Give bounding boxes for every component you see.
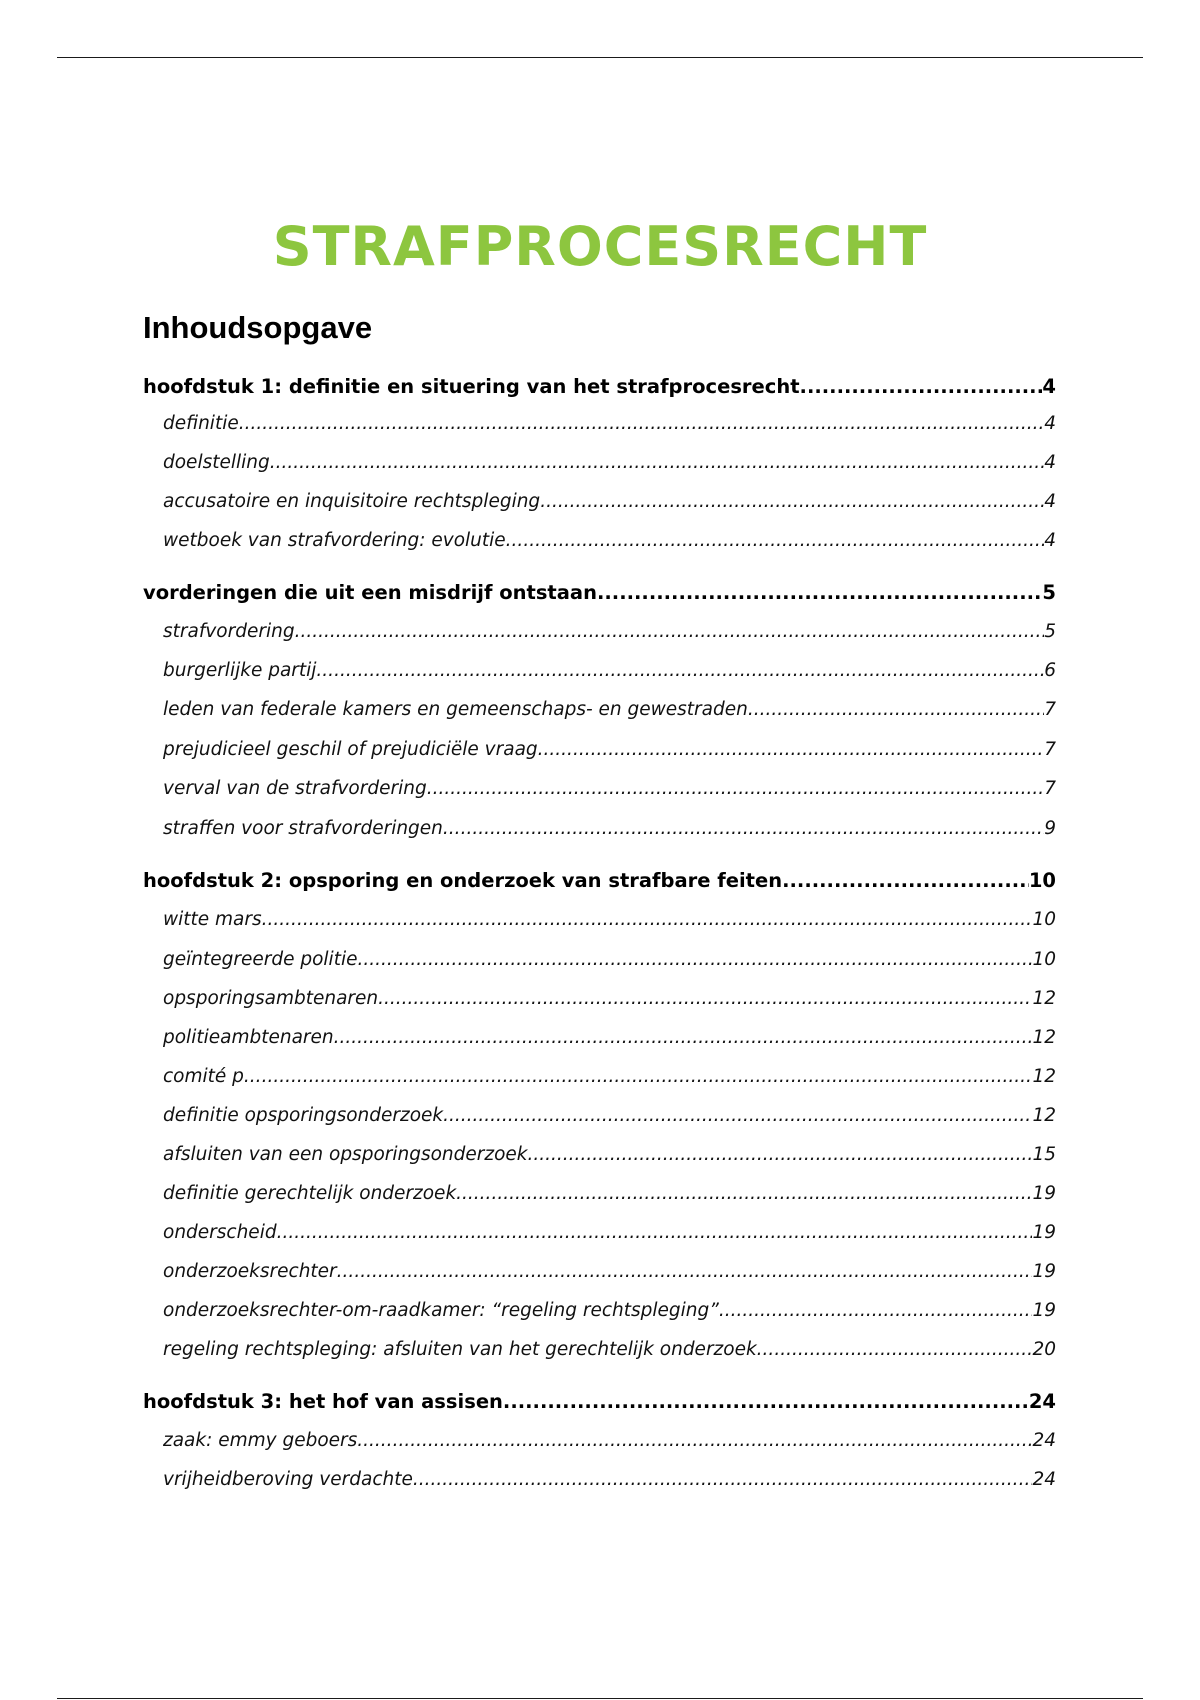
toc-entry-title: zaak: emmy geboers <box>163 1430 358 1451</box>
toc-section-entry[interactable] <box>163 695 1056 725</box>
toc-leader-dots <box>337 1257 1033 1287</box>
toc-chapter-entry[interactable] <box>143 1387 1056 1417</box>
toc-section-entry[interactable] <box>163 1426 1056 1456</box>
toc-page-number: 10 <box>1032 909 1056 930</box>
toc-leader-dots <box>262 905 1033 935</box>
toc-entry-title: verval van de strafvordering <box>163 778 427 799</box>
toc-section-entry[interactable] <box>163 1218 1056 1248</box>
toc-page-number: 19 <box>1032 1222 1056 1243</box>
toc-entry-title: wetboek van strafvordering: evolutie <box>163 530 506 551</box>
toc-section-entry[interactable] <box>163 1062 1056 1092</box>
toc-section-entry[interactable] <box>163 774 1056 804</box>
toc-section-entry[interactable] <box>163 656 1056 686</box>
toc-entry-title: definitie <box>163 413 239 434</box>
toc-page-number: 4 <box>1042 375 1056 398</box>
toc-entry-title: vrijheidberoving verdachte <box>163 1469 413 1490</box>
toc-page-number: 9 <box>1044 818 1056 839</box>
toc-section-entry[interactable] <box>163 905 1056 935</box>
toc-chapter-entry[interactable] <box>143 372 1056 402</box>
toc-leader-dots <box>719 1296 1033 1326</box>
toc-section-entry[interactable] <box>163 409 1056 439</box>
document-title: STRAFPROCESRECHT <box>272 215 928 278</box>
toc-section-entry[interactable] <box>163 487 1056 517</box>
toc-leader-dots <box>357 1426 1032 1456</box>
footer-rule <box>57 1698 1143 1699</box>
toc-page-number: 12 <box>1032 1105 1056 1126</box>
toc-chapter-entry[interactable] <box>143 866 1056 896</box>
toc-section-entry[interactable] <box>163 617 1056 647</box>
toc-section-entry[interactable] <box>163 1140 1056 1170</box>
toc-entry-title: opsporingsambtenaren <box>163 988 379 1009</box>
toc-leader-dots <box>443 1101 1032 1131</box>
toc-page-number: 6 <box>1044 660 1056 681</box>
toc-page-number: 4 <box>1044 413 1056 434</box>
toc-entry-title: straffen voor strafvorderingen <box>163 818 443 839</box>
toc-leader-dots <box>528 1140 1033 1170</box>
toc-entry-title: regeling rechtspleging: afsluiten van het gerechtelijk onderzoek <box>163 1339 757 1360</box>
toc-page-number: 12 <box>1032 1066 1056 1087</box>
toc-leader-dots <box>782 866 1029 896</box>
toc-page-number: 12 <box>1032 1027 1056 1048</box>
toc-leader-dots <box>334 1023 1033 1053</box>
toc-page-number: 5 <box>1042 581 1056 604</box>
toc-entry-title: definitie opsporingsonderzoek <box>163 1105 444 1126</box>
toc-entry-title: doelstelling <box>163 452 270 473</box>
toc-page-number: 24 <box>1032 1469 1056 1490</box>
toc-entry-title: hoofdstuk 1: definitie en situering van het strafprocesrecht <box>143 375 800 398</box>
toc-leader-dots <box>244 1062 1033 1092</box>
toc-page-number: 7 <box>1044 699 1056 720</box>
toc-page-number: 20 <box>1032 1339 1056 1360</box>
toc-section-entry[interactable] <box>163 1465 1056 1495</box>
toc-entry-title: onderzoeksrechter <box>163 1261 337 1282</box>
toc-leader-dots <box>456 1179 1032 1209</box>
toc-leader-dots <box>800 372 1043 402</box>
toc-page-number: 4 <box>1044 452 1056 473</box>
toc-entry-title: leden van federale kamers en gemeenschaps- en gewestraden <box>163 699 748 720</box>
toc-section-entry[interactable] <box>163 1101 1056 1131</box>
toc-leader-dots <box>540 487 1044 517</box>
toc-page-number: 19 <box>1032 1183 1056 1204</box>
toc-entry-title: afsluiten van een opsporingsonderzoek <box>163 1144 528 1165</box>
toc-entry-title: onderscheid <box>163 1222 277 1243</box>
toc-section-entry[interactable] <box>163 1023 1056 1053</box>
toc-entry-title: hoofdstuk 2: opsporing en onderzoek van strafbare feiten <box>143 869 783 892</box>
toc-section-entry[interactable] <box>163 1335 1056 1365</box>
toc-leader-dots <box>378 984 1032 1014</box>
toc-entry-title: definitie gerechtelijk onderzoek <box>163 1183 457 1204</box>
toc-leader-dots <box>748 695 1044 725</box>
header-rule <box>57 57 1143 58</box>
toc-leader-dots <box>427 774 1045 804</box>
toc-leader-dots <box>295 617 1045 647</box>
toc-section-entry[interactable] <box>163 1179 1056 1209</box>
toc-page-number: 12 <box>1032 988 1056 1009</box>
toc-page-number: 7 <box>1044 778 1056 799</box>
toc-leader-dots <box>503 1387 1029 1417</box>
toc-heading: Inhoudsopgave <box>143 310 373 345</box>
toc-page-number: 19 <box>1032 1261 1056 1282</box>
toc-section-entry[interactable] <box>163 1257 1056 1287</box>
toc-entry-title: onderzoeksrechter-om-raadkamer: “regeling rechtspleging” <box>163 1300 719 1321</box>
toc-page-number: 5 <box>1044 621 1056 642</box>
toc-leader-dots <box>413 1465 1033 1495</box>
toc-leader-dots <box>443 814 1044 844</box>
toc-page-number: 10 <box>1032 949 1056 970</box>
toc-section-entry[interactable] <box>163 814 1056 844</box>
toc-page-number: 19 <box>1032 1300 1056 1321</box>
toc-page-number: 15 <box>1032 1144 1056 1165</box>
toc-section-entry[interactable] <box>163 735 1056 765</box>
toc-section-entry[interactable] <box>163 526 1056 556</box>
toc-chapter-entry[interactable] <box>143 578 1056 608</box>
toc-entry-title: politieambtenaren <box>163 1027 334 1048</box>
toc-leader-dots <box>538 735 1045 765</box>
toc-entry-title: strafvordering <box>163 621 295 642</box>
toc-leader-dots <box>277 1218 1033 1248</box>
toc-page-number: 24 <box>1028 1390 1056 1413</box>
toc-leader-dots <box>270 448 1044 478</box>
toc-entry-title: accusatoire en inquisitoire rechtspleging <box>163 491 541 512</box>
toc-entry-title: hoofdstuk 3: het hof van assisen <box>143 1390 503 1413</box>
toc-page-number: 10 <box>1028 869 1056 892</box>
toc-page-number: 4 <box>1044 491 1056 512</box>
toc-entry-title: vorderingen die uit een misdrijf ontstaan <box>143 581 597 604</box>
toc-page-number: 24 <box>1032 1430 1056 1451</box>
toc-leader-dots <box>316 656 1044 686</box>
toc-section-entry[interactable] <box>163 984 1056 1014</box>
toc-leader-dots <box>597 578 1042 608</box>
toc-leader-dots <box>506 526 1045 556</box>
toc-entry-title: comité p <box>163 1066 244 1087</box>
toc-entry-title: geïntegreerde politie <box>163 949 358 970</box>
toc-leader-dots <box>239 409 1045 439</box>
toc-section-entry[interactable] <box>163 448 1056 478</box>
toc-section-entry[interactable] <box>163 945 1056 975</box>
toc-page-number: 7 <box>1044 739 1056 760</box>
toc-page-number: 4 <box>1044 530 1056 551</box>
toc-leader-dots <box>357 945 1032 975</box>
toc-entry-title: prejudicieel geschil of prejudiciële vraag <box>163 739 538 760</box>
toc-entry-title: burgerlijke partij <box>163 660 317 681</box>
toc-entry-title: witte mars <box>163 909 262 930</box>
toc-leader-dots <box>757 1335 1033 1365</box>
toc-section-entry[interactable] <box>163 1296 1056 1326</box>
